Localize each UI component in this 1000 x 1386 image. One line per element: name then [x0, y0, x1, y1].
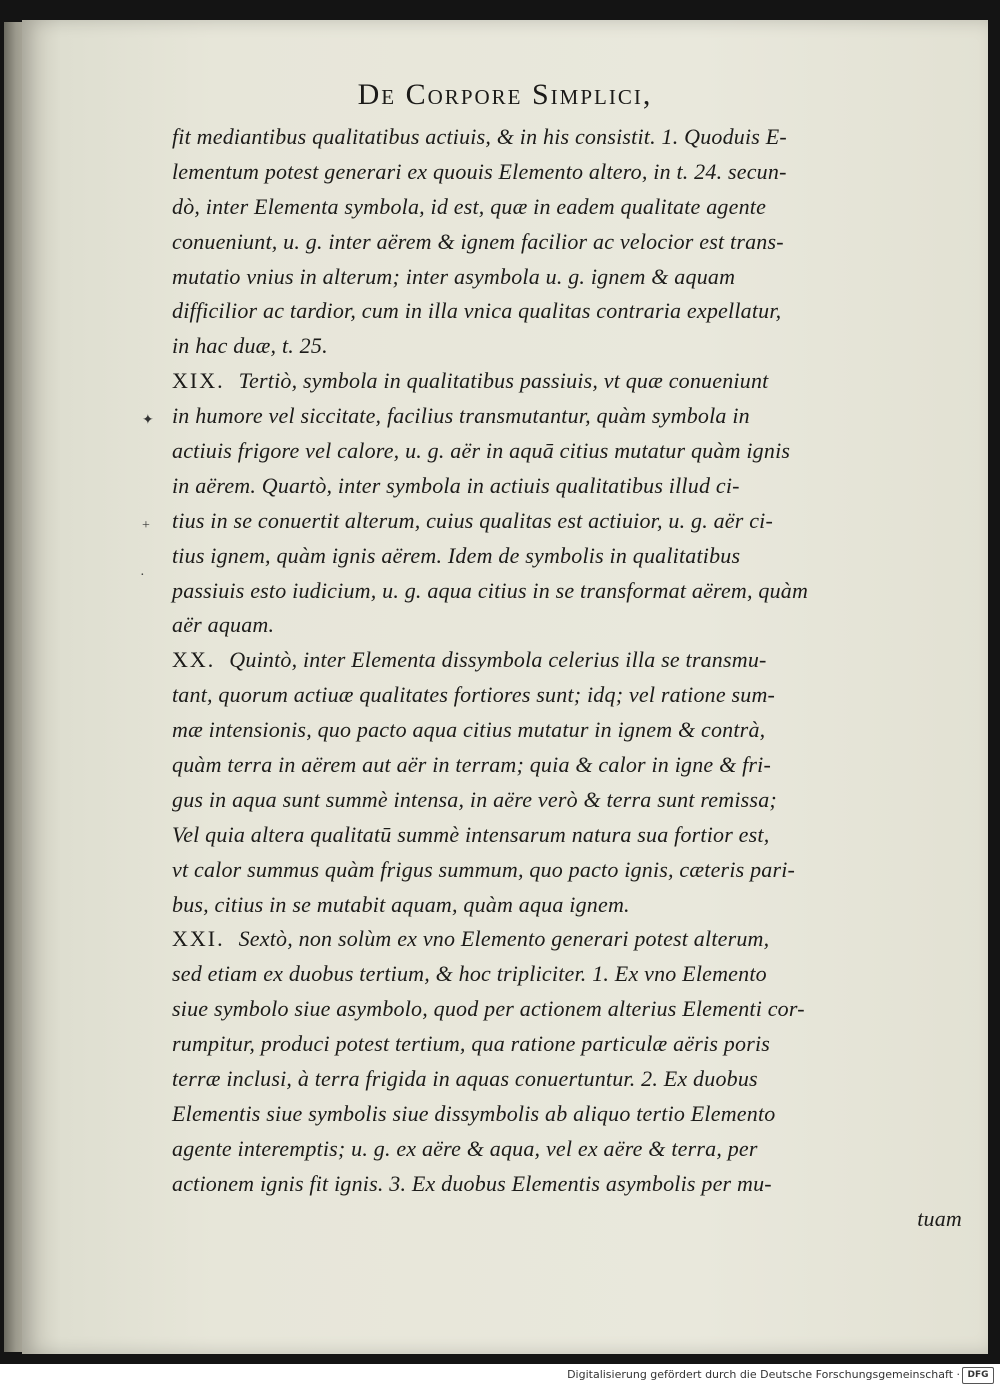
text-line — [172, 225, 962, 260]
section-number: XX. — [172, 647, 216, 673]
line-text: Quintò, inter Elementa dissymbola celerius illa se transmu- — [229, 647, 767, 673]
text-line — [172, 643, 962, 678]
line-text: gus in aqua sunt summè intensa, in aëre verò & terra sunt remissa; — [172, 786, 777, 812]
line-text: siue symbolo siue asymbolo, quod per actionem alterius Elementi cor- — [172, 996, 805, 1022]
text-line — [172, 888, 962, 923]
line-text: Vel quia altera qualitatū summè intensarum natura sua fortior est, — [172, 821, 770, 847]
section-number: XIX. — [172, 368, 225, 394]
running-header: De Corpore Simplici, — [357, 78, 653, 111]
text-line — [172, 748, 962, 783]
line-text: passiuis esto iudicium, u. g. aqua citius in se transformat aërem, quàm — [172, 577, 809, 603]
line-text: terræ inclusi, à terra frigida in aquas conuertuntur. 2. Ex duobus — [172, 1066, 758, 1092]
text-line — [172, 957, 962, 992]
line-text: difficilior ac tardior, cum in illa vnica qualitas contraria expellatur, — [172, 298, 782, 324]
text-line — [172, 1027, 962, 1062]
text-line — [172, 678, 962, 713]
margin-mark: + — [142, 518, 150, 533]
text-line — [172, 853, 962, 888]
funding-note: Digitalisierung gefördert durch die Deutsche Forschungsgemeinschaft · — [567, 1368, 960, 1381]
text-line — [172, 120, 962, 155]
text-line — [172, 329, 962, 364]
text-line — [172, 539, 962, 574]
text-line — [172, 608, 962, 643]
text-line — [172, 1097, 962, 1132]
text-line — [172, 469, 962, 504]
section-number: XXI. — [172, 926, 225, 952]
text-line — [172, 504, 962, 539]
dfg-logo: DFG — [962, 1367, 994, 1384]
book-page — [22, 20, 988, 1354]
line-text: tius ignem, quàm ignis aërem. Idem de symbolis in qualitatibus — [172, 542, 741, 568]
line-text: Sextò, non solùm ex vno Elemento generari potest alterum, — [238, 926, 770, 952]
text-line — [172, 783, 962, 818]
footer-bar — [0, 1364, 1000, 1386]
line-text: aër aquam. — [172, 612, 275, 638]
line-text: lementum potest generari ex quouis Elemento altero, in t. 24. secun- — [172, 158, 787, 184]
line-text: Tertiò, symbola in qualitatibus passiuis, vt quæ conueniunt — [238, 368, 769, 394]
line-text: dò, inter Elementa symbola, id est, quæ in eadem qualitate agente — [172, 193, 767, 219]
line-text: sed etiam ex duobus tertium, & hoc tripliciter. 1. Ex vno Elemento — [172, 961, 767, 987]
line-text: Elementis siue symbolis siue dissymbolis ab aliquo tertio Elemento — [172, 1100, 776, 1126]
line-text: quàm terra in aërem aut aër in terram; quia & calor in igne & fri- — [172, 752, 772, 778]
catchword: tuam — [917, 1205, 962, 1231]
text-line — [172, 155, 962, 190]
line-text: vt calor summus quàm frigus summum, quo pacto ignis, cæteris pari- — [172, 856, 796, 882]
line-text: mutatio vnius in alterum; inter asymbola u. g. ignem & aquam — [172, 263, 736, 289]
text-line — [172, 399, 962, 434]
text-line — [172, 434, 962, 469]
line-text: in hac duæ, t. 25. — [172, 333, 328, 359]
line-text: rumpitur, produci potest tertium, qua ratione particulæ aëris poris — [172, 1031, 771, 1057]
text-line — [172, 922, 962, 957]
line-text: bus, citius in se mutabit aquam, quàm aqua ignem. — [172, 891, 630, 917]
text-line — [172, 713, 962, 748]
line-text: tant, quorum actiuæ qualitates fortiores sunt; idq; vel ratione sum- — [172, 682, 776, 708]
text-line — [172, 190, 962, 225]
text-line — [172, 1132, 962, 1167]
line-text: fit mediantibus qualitatibus actiuis, & in his consistit. 1. Quoduis E- — [172, 124, 787, 149]
text-line — [172, 1167, 962, 1202]
text-line — [172, 992, 962, 1027]
margin-mark: · — [140, 568, 145, 583]
text-line — [172, 1062, 962, 1097]
margin-mark: ✦ — [142, 413, 154, 428]
text-line — [172, 364, 962, 399]
line-text: actionem ignis fit ignis. 3. Ex duobus Elementis asymbolis per mu- — [172, 1170, 772, 1196]
line-text: agente interemptis; u. g. ex aëre & aqua, vel ex aëre & terra, per — [172, 1135, 758, 1161]
line-text: in humore vel siccitate, facilius transmutantur, quàm symbola in — [172, 403, 750, 429]
text-line — [172, 260, 962, 295]
text-block — [172, 120, 962, 1237]
line-text: mæ intensionis, quo pacto aqua citius mutatur in ignem & contrà, — [172, 717, 766, 743]
text-line — [172, 294, 962, 329]
text-line — [172, 574, 962, 609]
line-text: tius in se conuertit alterum, cuius qualitas est actiuior, u. g. aër ci- — [172, 507, 774, 533]
line-text: actiuis frigore vel calore, u. g. aër in aquā citius mutatur quàm ignis — [172, 438, 791, 464]
line-text: conueniunt, u. g. inter aërem & ignem facilior ac velocior est trans- — [172, 228, 784, 254]
text-line — [172, 818, 962, 853]
line-text: in aërem. Quartò, inter symbola in actiuis qualitatibus illud ci- — [172, 472, 740, 498]
